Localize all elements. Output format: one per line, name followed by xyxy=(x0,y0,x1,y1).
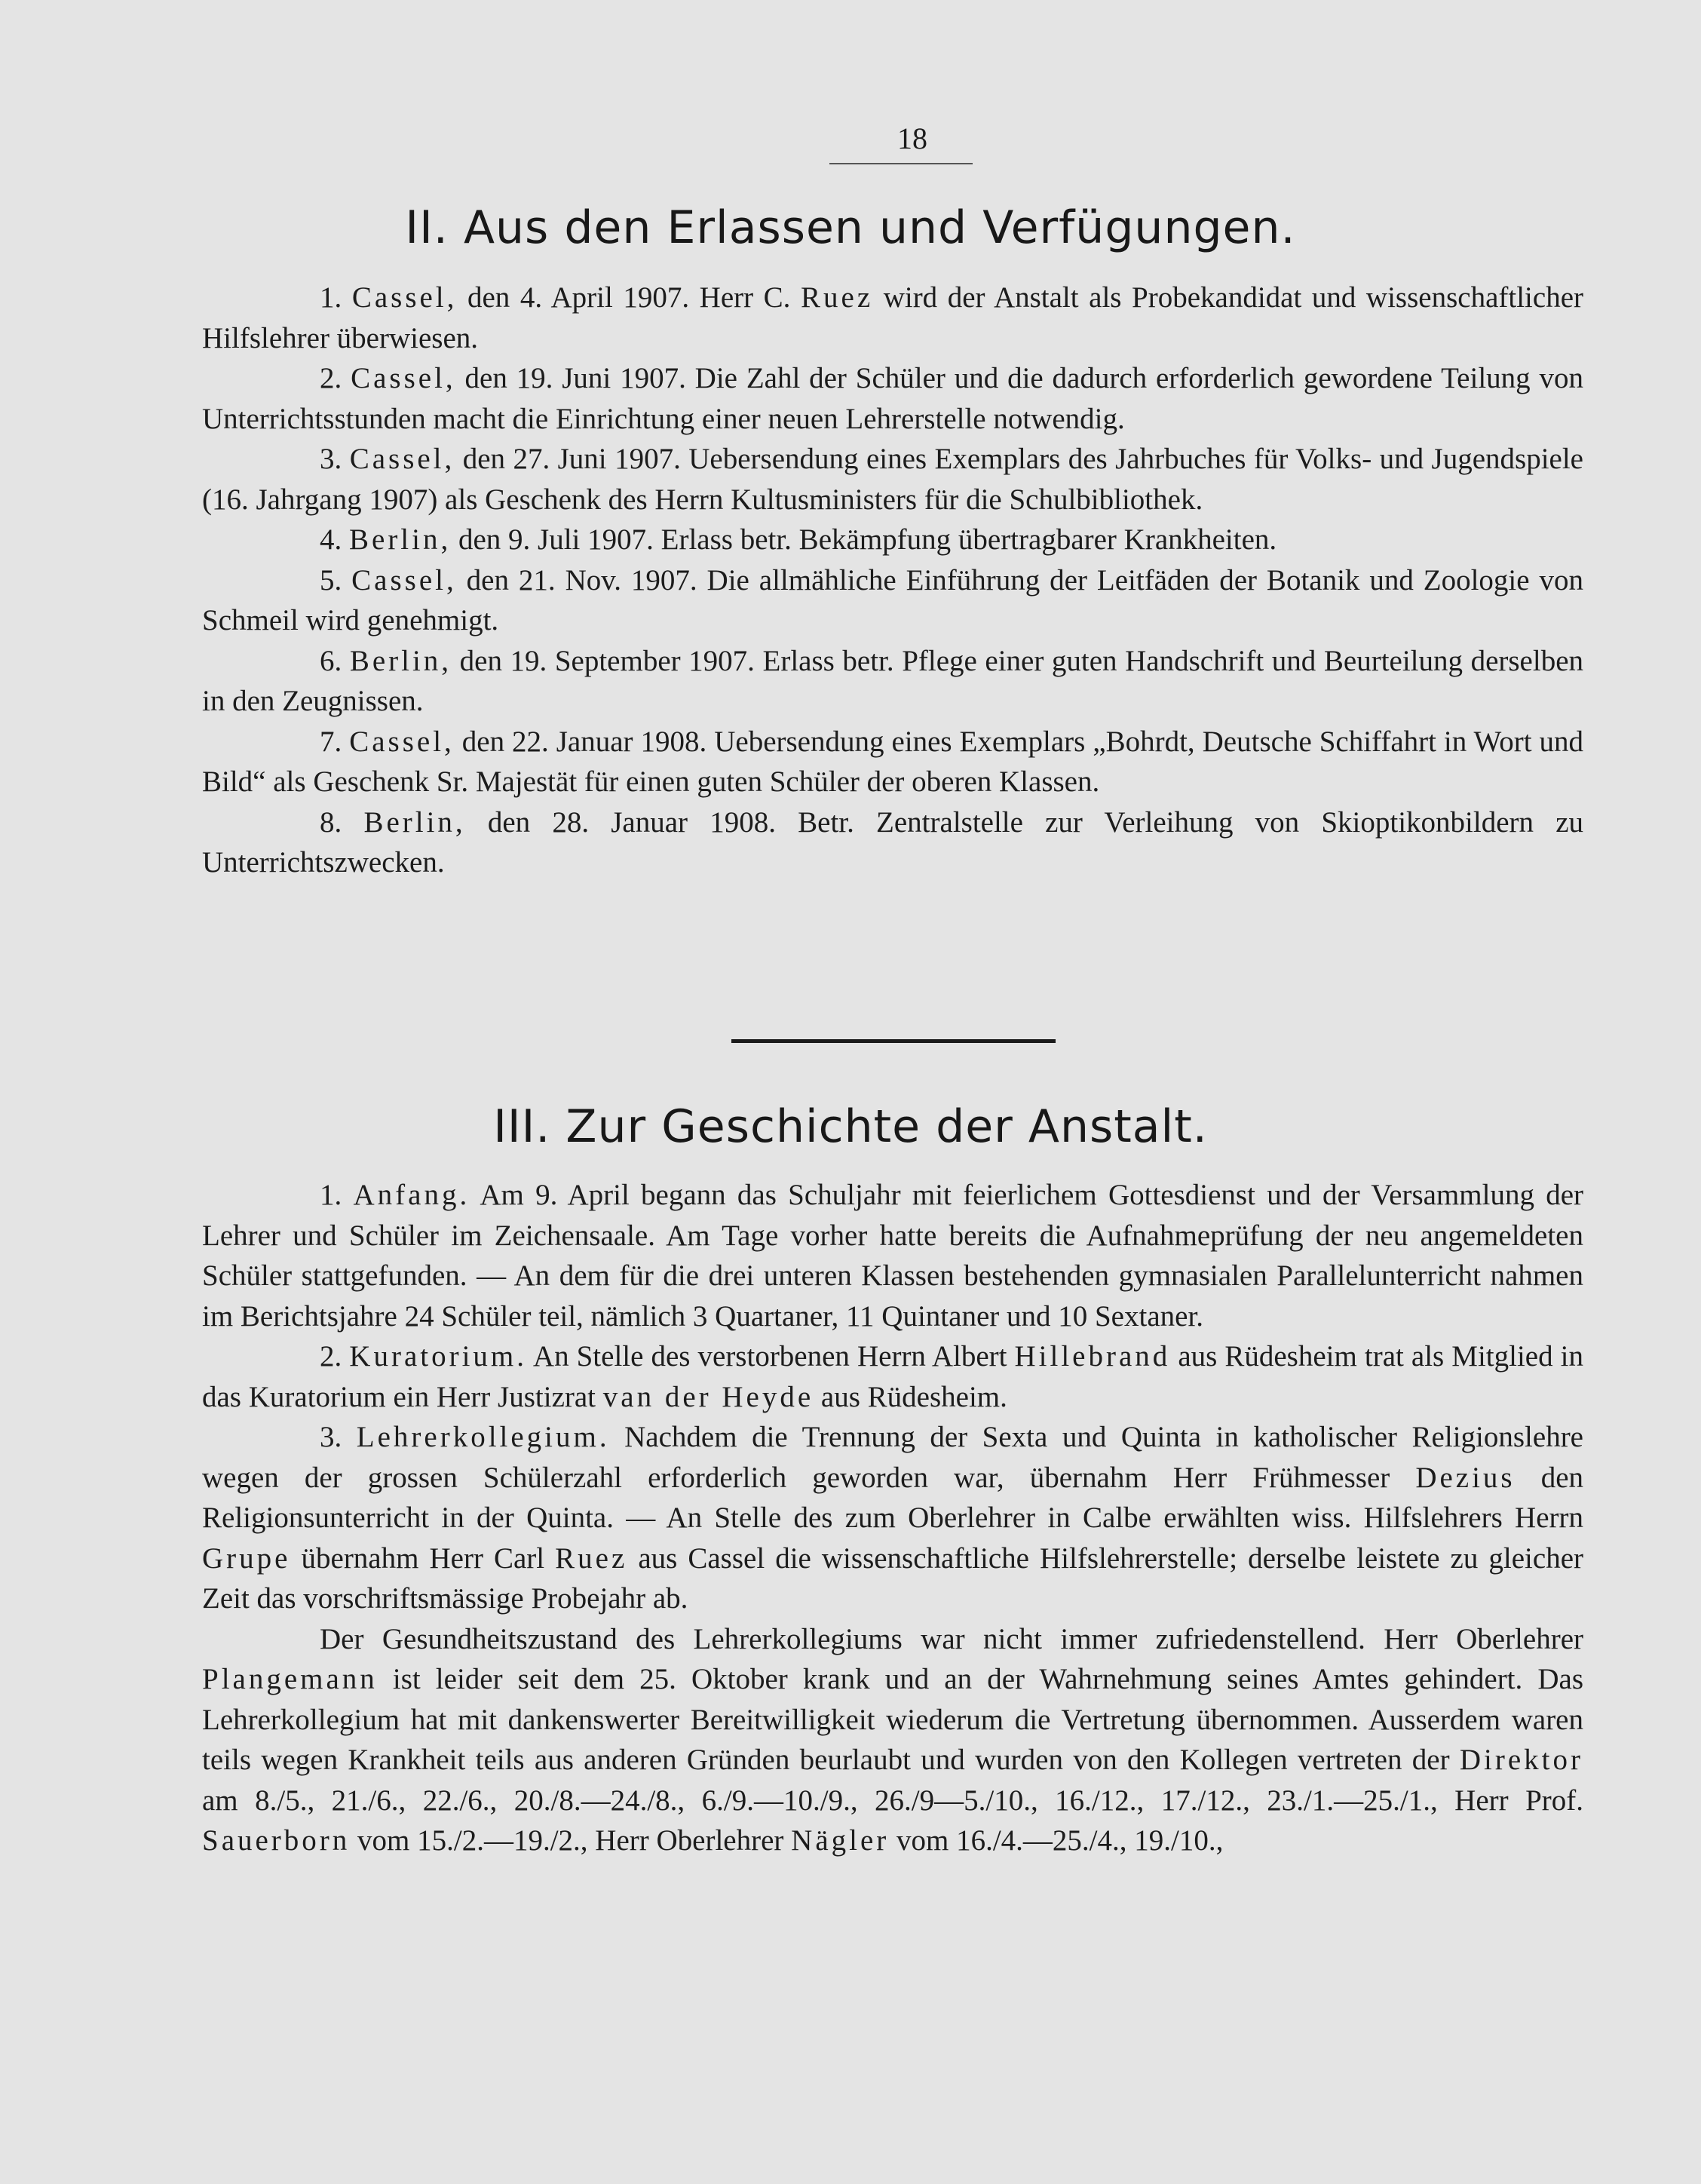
decree-item-3: 3. Cassel, den 27. Juni 1907. Uebersendung eines Exemplars des Jahrbuches für Volks- und Jugendspiele (16. Jahrgang 1907) als Geschenk des Herrn Kultusministers für die Schulbibliothek. xyxy=(202,443,1583,516)
decree-item-2: 2. Cassel, den 19. Juni 1907. Die Zahl der Schüler und die dadurch erforderlich gewordene Teilung von Unterrichtsstunden macht die Einrichtung einer neuen Lehrerstelle notwendig. xyxy=(202,362,1584,435)
section-3-heading: III. Zur Geschichte der Anstalt. xyxy=(493,1100,1208,1153)
history-paragraph-lehrerkollegium: 3. Lehrerkollegium. Nachdem die Trennung der Sexta und Quinta in katholischer Religionslehre wegen der grossen Schülerzahl erforderlich geworden war, übernahm Herr Frühmesser Dezius den Religionsunterricht in der Quinta. — An Stelle des zum Oberlehrer in Calbe erwählten wiss. Hilfslehrers Herrn Grupe übernahm Herr Carl Ruez aus Cassel die wissenschaftliche Hilfslehrerstelle; derselbe leistete zu gleicher Zeit das vorschriftsmässige Probejahr ab. xyxy=(202,1421,1583,1615)
decree-item-1: 1. Cassel, den 4. April 1907. Herr C. Ruez wird der Anstalt als Probekandidat und wissenschaftlicher Hilfslehrer überwiesen. xyxy=(202,281,1583,354)
page-number: 18 xyxy=(897,121,927,155)
history-paragraph-kuratorium: 2. Kuratorium. An Stelle des verstorbenen Herrn Albert Hillebrand aus Rüdesheim trat als Mitglied in das Kuratorium ein Herr Justizrat van der Heyde aus Rüdesheim. xyxy=(202,1340,1583,1413)
section-3-body xyxy=(202,1175,1583,1861)
decree-item-6: 6. Berlin, den 19. September 1907. Erlass betr. Pflege einer guten Handschrift und Beurteilung derselben in den Zeugnissen. xyxy=(202,644,1584,717)
decree-item-4: 4. Berlin, den 9. Juli 1907. Erlass betr. Bekämpfung übertragbarer Krankheiten. xyxy=(320,523,1277,556)
decree-item-8: 8. Berlin, den 28. Januar 1908. Betr. Zentralstelle zur Verleihung von Skioptikonbildern zu Unterrichtszwecken. xyxy=(202,805,1584,879)
section-2-body xyxy=(202,278,1583,883)
decree-item-5: 5. Cassel, den 21. Nov. 1907. Die allmähliche Einführung der Leitfäden der Botanik und Zoologie von Schmeil wird genehmigt. xyxy=(202,563,1583,636)
section-divider xyxy=(731,1039,1056,1043)
history-paragraph-anfang: 1. Anfang. Am 9. April begann das Schuljahr mit feierlichem Gottesdienst und der Versammlung der Lehrer und Schüler im Zeichensaale. Am Tage vorher hatte bereits die Aufnahmeprüfung der neu angemeldeten Schüler stattgefunden. — An dem für die drei unteren Klassen bestehenden gymnasialen Parallelunterricht nahmen im Berichtsjahre 24 Schüler teil, nämlich 3 Quartaner, 11 Quintaner und 10 Sextaner. xyxy=(202,1179,1583,1333)
section-2-heading: II. Aus den Erlassen und Verfügungen. xyxy=(405,201,1296,254)
page-number-rule xyxy=(829,163,973,164)
decree-item-7: 7. Cassel, den 22. Januar 1908. Uebersendung eines Exemplars „Bohrdt, Deutsche Schiffahrt in Wort und Bild“ als Geschenk Sr. Majestät für einen guten Schüler der oberen Klassen. xyxy=(202,725,1583,798)
history-paragraph-health: Der Gesundheitszustand des Lehrerkollegiums war nicht immer zufriedenstellend. Herr Oberlehrer Plangemann ist leider seit dem 25. Oktober krank und an der Wahrnehmung seines Amtes gehindert. Das Lehrerkollegium hat mit dankenswerter Bereitwilligkeit wiederum die Vertretung übernommen. Ausserdem waren teils wegen Krankheit teils aus anderen Gründen beurlaubt und wurden von den Kollegen vertreten der Direktor am 8./5., 21./6., 22./6., 20./8.—24./8., 6./9.—10./9., 26./9—5./10., 16./12., 17./12., 23./1.—25./1., Herr Prof. Sauerborn vom 15./2.—19./2., Herr Oberlehrer Nägler vom 16./4.—25./4., 19./10., xyxy=(202,1622,1583,1857)
